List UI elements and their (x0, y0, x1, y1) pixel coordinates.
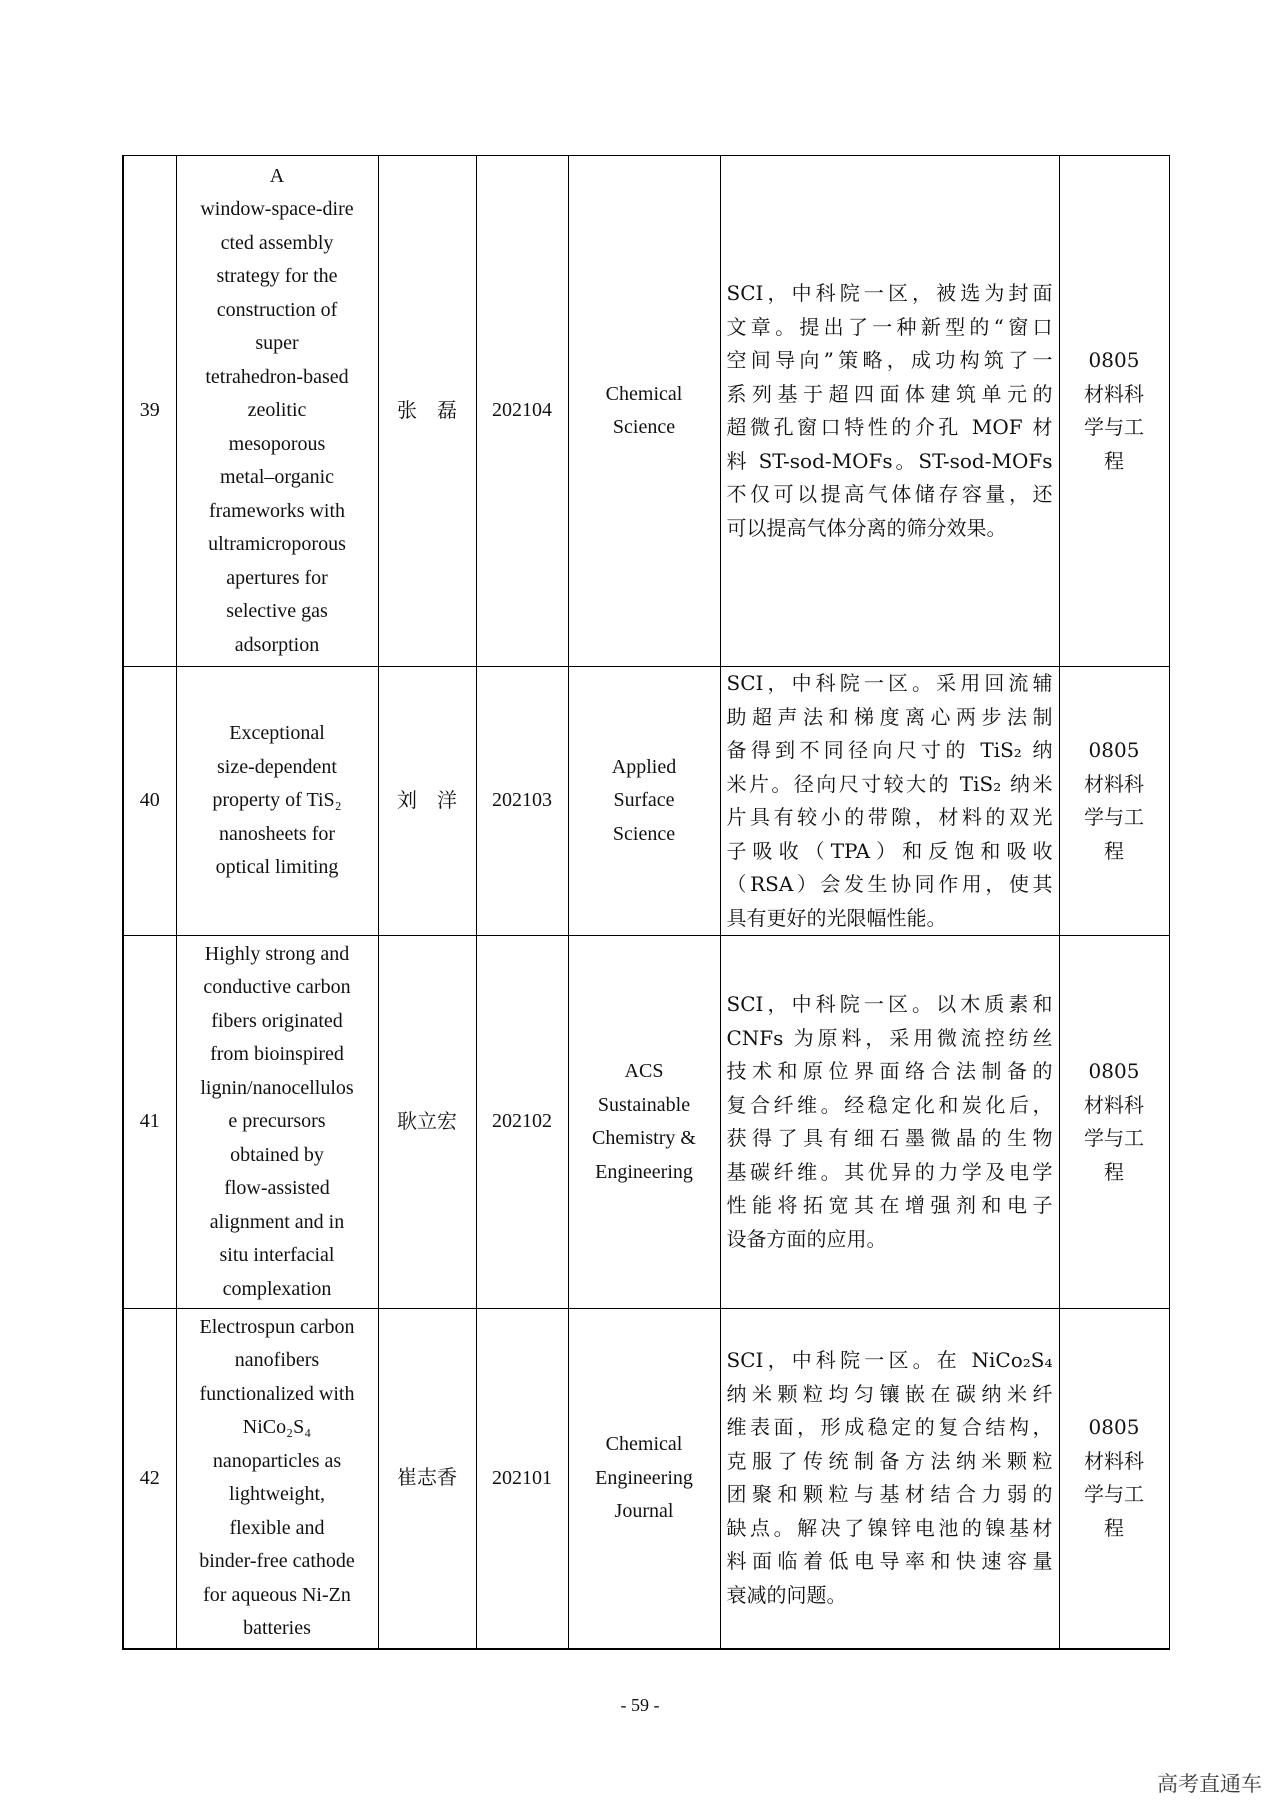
title-line: strategy for the (216, 265, 338, 288)
description-line: 纳米颗粒均匀镶嵌在碳纳米纤 (726, 1381, 1053, 1406)
journal-name (575, 378, 714, 445)
table-row (123, 667, 1169, 936)
title-line: nanoparticles as (212, 1449, 342, 1472)
journal-name (575, 751, 714, 852)
journal-cell (568, 156, 720, 667)
discipline-line: 0805 (1088, 1415, 1140, 1440)
journal-name (575, 1055, 714, 1189)
row-index: 39 (139, 399, 160, 422)
table-row (123, 936, 1169, 1309)
title-line: binder-free cathode (199, 1550, 355, 1573)
author-name: 崔志香 (397, 1465, 457, 1489)
description-line: 缺点。解决了镍锌电池的镍基材 (726, 1515, 1053, 1540)
description-line: 片具有较小的带隙，材料的双光 (726, 805, 1053, 829)
author-name: 耿立宏 (397, 1108, 457, 1133)
paper-description (727, 667, 1053, 935)
description-line: CNFs 为原料，采用微流控纺丝 (726, 1025, 1053, 1050)
description-line: SCI，中科院一区。在 NiCo₂S₄ (726, 1348, 1053, 1373)
discipline-cell (1059, 667, 1169, 936)
title-line: Electrospun carbon (199, 1315, 355, 1338)
title-cell (176, 936, 378, 1309)
page-number: - 59 - (620, 1695, 660, 1715)
title-line: frameworks with (208, 499, 346, 522)
description-line: 技术和原位界面络合法制备的 (726, 1059, 1053, 1083)
discipline-line: 0805 (1088, 1059, 1140, 1083)
discipline-line: 程 (1104, 838, 1124, 863)
paper-description (727, 1344, 1053, 1612)
title-line: fibers originated (211, 1009, 343, 1032)
index-cell (123, 1309, 176, 1649)
discipline-line: 材料科 (1084, 1092, 1144, 1117)
description-line: SCI，中科院一区。采用回流辅 (726, 671, 1053, 695)
table-row (123, 1309, 1169, 1649)
title-line: e precursors (228, 1110, 326, 1133)
journal-line: Chemistry & (592, 1127, 696, 1149)
date-cell (476, 936, 568, 1309)
title-cell (176, 1309, 378, 1649)
journal-line: Sustainable (597, 1093, 691, 1116)
publish-date: 202104 (492, 399, 552, 422)
title-line: from bioinspired (210, 1043, 344, 1066)
index-cell (123, 936, 176, 1309)
index-cell (123, 667, 176, 936)
journal-line: Applied (611, 755, 677, 778)
description-line: 维表面，形成稳定的复合结构， (726, 1415, 1053, 1440)
title-line: tetrahedron-based (205, 365, 349, 388)
description-cell (720, 667, 1059, 936)
title-line: selective gas (226, 600, 328, 623)
description-line: 料面临着低电导率和快速容量 (726, 1549, 1053, 1574)
discipline-line: 0805 (1088, 348, 1140, 372)
title-line: lignin/nanocellulos (200, 1076, 354, 1099)
discipline-line: 学与工 (1084, 1482, 1144, 1507)
title-line: nanosheets for (218, 822, 336, 845)
title-line: A (269, 164, 285, 187)
title-line: alignment and in (209, 1210, 345, 1233)
discipline-line: 材料科 (1084, 771, 1144, 796)
description-line: 空间导向”策略，成功构筑了一 (726, 348, 1053, 372)
journal-line: Science (612, 822, 676, 845)
title-line: size-dependent (217, 755, 337, 778)
description-line: 性能将拓宽其在增强剂和电子 (726, 1193, 1053, 1217)
title-cell (176, 156, 378, 667)
journal-line: Chemical (605, 382, 683, 405)
paper-title (183, 160, 372, 663)
title-line: nanofibers (234, 1349, 320, 1372)
description-line: 复合纤维。经稳定化和炭化后， (726, 1092, 1053, 1117)
discipline-line: 材料科 (1084, 381, 1144, 406)
title-line: property of TiS₂ (212, 789, 342, 812)
title-line: lightweight, (228, 1483, 326, 1506)
title-line: optical limiting (215, 856, 339, 879)
author-name: 张 磊 (397, 397, 457, 422)
author-cell (378, 667, 476, 936)
description-line: 设备方面的应用。 (726, 1226, 887, 1251)
author-cell (378, 1309, 476, 1649)
title-line: window-space-dire (200, 198, 354, 221)
journal-line: Chemical (605, 1433, 683, 1455)
title-line: Exceptional (229, 722, 325, 745)
description-cell (720, 936, 1059, 1309)
title-line: construction of (216, 298, 338, 321)
description-line: 不仅可以提高气体储存容量，还 (726, 482, 1053, 506)
table-row (123, 156, 1169, 667)
title-line: Highly strong and (204, 942, 350, 965)
description-line: 备得到不同径向尺寸的 TiS₂ 纳 (726, 738, 1053, 762)
journal-cell (568, 936, 720, 1309)
title-line: zeolitic (247, 399, 307, 422)
title-line: conductive carbon (203, 976, 351, 999)
description-line: 可以提高气体分离的筛分效果。 (726, 515, 1007, 540)
description-line: 子吸收（TPA）和反饱和吸收 (726, 838, 1053, 863)
row-index: 41 (139, 1110, 160, 1133)
discipline-line: 0805 (1088, 738, 1140, 762)
author-cell (378, 156, 476, 667)
description-line: SCI，中科院一区。以木质素和 (726, 992, 1053, 1016)
description-line: 系列基于超四面体建筑单元的 (726, 381, 1053, 406)
watermark-text: 高考直通车 (1157, 1772, 1262, 1796)
discipline-cell (1059, 1309, 1169, 1649)
journal-name (575, 1428, 714, 1529)
title-line: functionalized with (199, 1382, 355, 1405)
title-line: batteries (243, 1617, 311, 1640)
author-cell (378, 936, 476, 1309)
paper-title (183, 717, 372, 885)
publish-date: 202101 (492, 1466, 552, 1489)
discipline-line: 程 (1104, 448, 1124, 473)
date-cell (476, 1309, 568, 1649)
description-cell (720, 156, 1059, 667)
journal-cell (568, 1309, 720, 1649)
title-cell (176, 667, 378, 936)
discipline-line: 学与工 (1084, 415, 1144, 439)
discipline-line: 学与工 (1084, 805, 1144, 829)
discipline-cell (1059, 936, 1169, 1309)
title-line: metal–organic (219, 466, 335, 489)
index-cell (123, 156, 176, 667)
date-cell (476, 667, 568, 936)
discipline-line: 学与工 (1084, 1126, 1144, 1150)
description-line: SCI，中科院一区，被选为封面 (726, 281, 1053, 305)
row-index: 42 (139, 1466, 160, 1489)
title-line: cted assembly (220, 231, 334, 254)
description-line: 超微孔窗口特性的介孔 MOF 材 (726, 415, 1053, 439)
journal-line: Engineering (595, 1160, 693, 1183)
title-line: adsorption (234, 633, 320, 656)
discipline-line: 材料科 (1084, 1448, 1144, 1473)
description-line: 米片。径向尺寸较大的 TiS₂ 纳米 (726, 771, 1053, 796)
paper-description (727, 988, 1053, 1256)
journal-line: ACS (624, 1060, 664, 1082)
paper-description (727, 277, 1053, 545)
description-line: 团聚和颗粒与基材结合力弱的 (726, 1482, 1053, 1507)
title-line: ultramicroporous (208, 533, 346, 556)
description-line: 助超声法和梯度离心两步法制 (726, 704, 1053, 729)
title-line: mesoporous (228, 432, 326, 455)
description-line: 基碳纤维。其优异的力学及电学 (726, 1159, 1053, 1184)
description-line: （RSA）会发生协同作用，使其 (726, 872, 1053, 896)
date-cell (476, 156, 568, 667)
publish-date: 202102 (492, 1110, 552, 1133)
discipline-cell (1059, 156, 1169, 667)
description-line: 具有更好的光限幅性能。 (726, 905, 947, 930)
journal-line: Journal (614, 1500, 674, 1522)
title-line: for aqueous Ni-Zn (203, 1583, 351, 1606)
title-line: apertures for (226, 566, 328, 589)
row-index: 40 (139, 789, 160, 812)
title-line: situ interfacial (219, 1244, 335, 1267)
paper-title (183, 938, 372, 1307)
title-line: obtained by (230, 1143, 324, 1166)
journal-line: Engineering (595, 1466, 693, 1489)
description-line: 衰减的问题。 (726, 1582, 847, 1607)
discipline-line: 程 (1104, 1159, 1124, 1184)
author-name: 刘 洋 (397, 787, 457, 812)
discipline (1066, 734, 1163, 868)
description-line: 料 ST-sod-MOFs。ST-sod-MOFs (726, 448, 1053, 473)
description-line: 获得了具有细石墨微晶的生物 (726, 1126, 1053, 1150)
publish-date: 202103 (492, 789, 552, 812)
title-line: NiCo₂S₄ (242, 1416, 312, 1439)
title-line: flow-assisted (224, 1177, 330, 1200)
discipline (1066, 344, 1163, 478)
journal-line: Science (612, 416, 676, 438)
discipline (1066, 1055, 1163, 1189)
description-cell (720, 1309, 1059, 1649)
title-line: super (255, 332, 299, 355)
discipline (1066, 1411, 1163, 1545)
publication-table (122, 155, 1170, 1650)
description-line: 克服了传统制备方法纳米颗粒 (726, 1448, 1053, 1473)
journal-cell (568, 667, 720, 936)
description-line: 文章。提出了一种新型的“窗口 (726, 314, 1053, 339)
title-line: complexation (222, 1277, 332, 1300)
paper-title (183, 1311, 372, 1646)
title-line: flexible and (229, 1516, 325, 1539)
discipline-line: 程 (1104, 1515, 1124, 1540)
journal-line: Surface (613, 789, 675, 812)
